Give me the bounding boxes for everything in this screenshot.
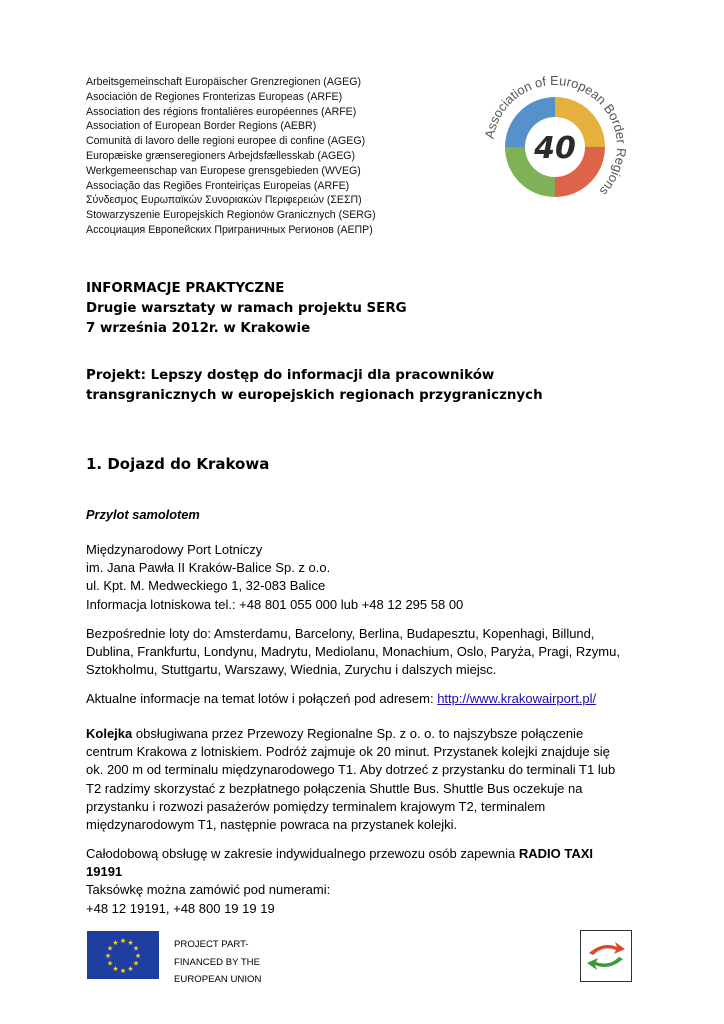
airport-link[interactable]: http://www.krakowairport.pl/ — [437, 691, 597, 706]
text-line: T2 radzimy skorzystać z bezpłatnego połączenia Shuttle Bus. Shuttle Bus oczekuje na — [86, 780, 583, 796]
text-line: Informacja lotniskowa tel.: +48 801 055 000 lub +48 12 295 58 00 — [86, 596, 464, 612]
direct-flights-paragraph — [86, 625, 620, 680]
aebr-40-logo — [480, 72, 630, 222]
logo-number: 40 — [534, 131, 576, 166]
taxi-number: 19191 — [86, 864, 123, 880]
org-name: Comunità di lavoro delle regioni europee di confine (AGEG) — [86, 135, 366, 148]
project-title — [86, 366, 543, 406]
text-line: EUROPEAN UNION — [174, 974, 262, 985]
org-name: Stowarzyszenie Europejskich Regionów Granicznych (SERG) — [86, 209, 376, 222]
text-line: ok. 200 m od terminalu międzynarodowego T1. Aby dotrzeć z przystanku do terminali T1 lub — [86, 762, 616, 778]
text-line: FINANCED BY THE — [174, 956, 261, 968]
subsection-title: Przylot samolotem — [86, 507, 200, 522]
svg-text:★: ★ — [104, 952, 112, 960]
org-name: Werkgemeenschap van Europese grensgebieden (WVEG) — [86, 164, 361, 177]
serg-logo — [580, 930, 632, 982]
org-name: Asociación de Regiones Fronterizas Europeas (ARFE) — [86, 90, 343, 103]
info-paragraph — [86, 690, 596, 708]
section-title: 1. Dojazd do Krakowa — [86, 455, 270, 473]
org-name: Ассоциация Европейских Приграничных Регионов (АЕПР) — [86, 223, 373, 236]
text-line: Taksówkę można zamówić pod numerami: — [86, 882, 331, 898]
text-line: ul. Kpt. M. Medweckiego 1, 32-083 Balice — [86, 578, 326, 594]
document-heading — [86, 279, 407, 339]
svg-text:★: ★ — [112, 939, 119, 947]
org-name: Arbeitsgemeinschaft Europäischer Grenzregionen (AGEG) — [86, 76, 361, 88]
org-name: Association des régions frontalières européennes (ARFE) — [86, 105, 357, 118]
heading-line: INFORMACJE PRAKTYCZNE — [86, 281, 285, 296]
svg-text:★: ★ — [106, 944, 114, 953]
text-line: im. Jana Pawła II Kraków-Balice Sp. z o.o. — [86, 560, 331, 576]
svg-text:★: ★ — [119, 937, 127, 945]
train-bold: Kolejka — [86, 726, 133, 741]
taxi-bold: RADIO TAXI — [518, 846, 594, 861]
org-name: Association of European Border Regions (AEBR) — [86, 120, 317, 133]
text-line: Dublina, Frankfurtu, Londynu, Madrytu, Mediolanu, Monachium, Oslo, Paryża, Pragi, Rzymu, — [86, 644, 620, 660]
project-line: Projekt: Lepszy dostęp do informacji dla pracowników — [86, 368, 495, 383]
text-line: Międzynarodowy Port Lotniczy — [86, 542, 263, 557]
text-line: Bezpośrednie loty do: Amsterdamu, Barcelony, Berlina, Budapesztu, Kopenhagi, Billund, — [86, 626, 595, 641]
arrows-icon — [581, 931, 631, 981]
heading-line: Drugie warsztaty w ramach projektu SERG — [86, 301, 407, 316]
text-line — [86, 863, 593, 881]
logo-ring-text: Association of European Border Regions — [481, 72, 630, 199]
org-name: Europæiske grænseregioners Arbejdsfællesskab (AGEG) — [86, 149, 356, 162]
taxi-paragraph — [86, 845, 593, 918]
airport-address — [86, 541, 463, 614]
org-name: Σύνδεσμος Ευρωπαϊκών Συνοριακών Περιφερειών (ΣΕΣΠ) — [86, 194, 362, 207]
heading-line: 7 września 2012r. w Krakowie — [86, 321, 311, 336]
eu-funding-note — [174, 936, 261, 989]
text-line: Sztokholmu, Stuttgartu, Warszawy, Wiednia, Zurychu i dalszych miejsc. — [86, 662, 497, 678]
text-line — [86, 845, 593, 863]
svg-text:★: ★ — [119, 967, 127, 975]
svg-text:★: ★ — [132, 959, 140, 968]
text-line: centrum Krakowa z lotniskiem. Podróż zajmuje ok 20 minut. Przystanek kolejki znajduje się — [86, 744, 610, 760]
text-line — [86, 725, 615, 743]
train-paragraph — [86, 725, 615, 834]
svg-text:★: ★ — [106, 959, 114, 968]
project-line: transgranicznych w europejskich regionach przygranicznych — [86, 388, 543, 403]
eu-stars-icon — [87, 931, 159, 979]
eu-flag — [87, 931, 159, 979]
text-line: przystanku i rozwozi pasażerów pomiędzy terminalem krajowym T2, terminalem — [86, 798, 546, 814]
text-span: Całodobową obsługę w zakresie indywidualnego przewozu osób zapewnia — [86, 846, 519, 861]
text-line: +48 12 19191, +48 800 19 19 19 — [86, 900, 275, 916]
svg-text:★: ★ — [132, 944, 140, 953]
text-line: PROJECT PART- — [174, 939, 249, 950]
text-span: obsługiwana przez Przewozy Regionalne Sp. z o. o. to najszybsze połączenie — [132, 726, 584, 741]
svg-text:★: ★ — [127, 965, 134, 973]
organization-list — [86, 75, 386, 238]
svg-text:★: ★ — [134, 952, 142, 960]
svg-text:★: ★ — [112, 965, 119, 973]
info-text: Aktualne informacje na temat lotów i połączeń pod adresem: — [86, 691, 438, 706]
text-line: międzynarodowym T1, następnie powraca na przystanek kolejki. — [86, 817, 458, 833]
org-name: Associação das Regiões Fronteiriças Europeias (ARFE) — [86, 179, 350, 192]
svg-text:★: ★ — [127, 939, 134, 947]
